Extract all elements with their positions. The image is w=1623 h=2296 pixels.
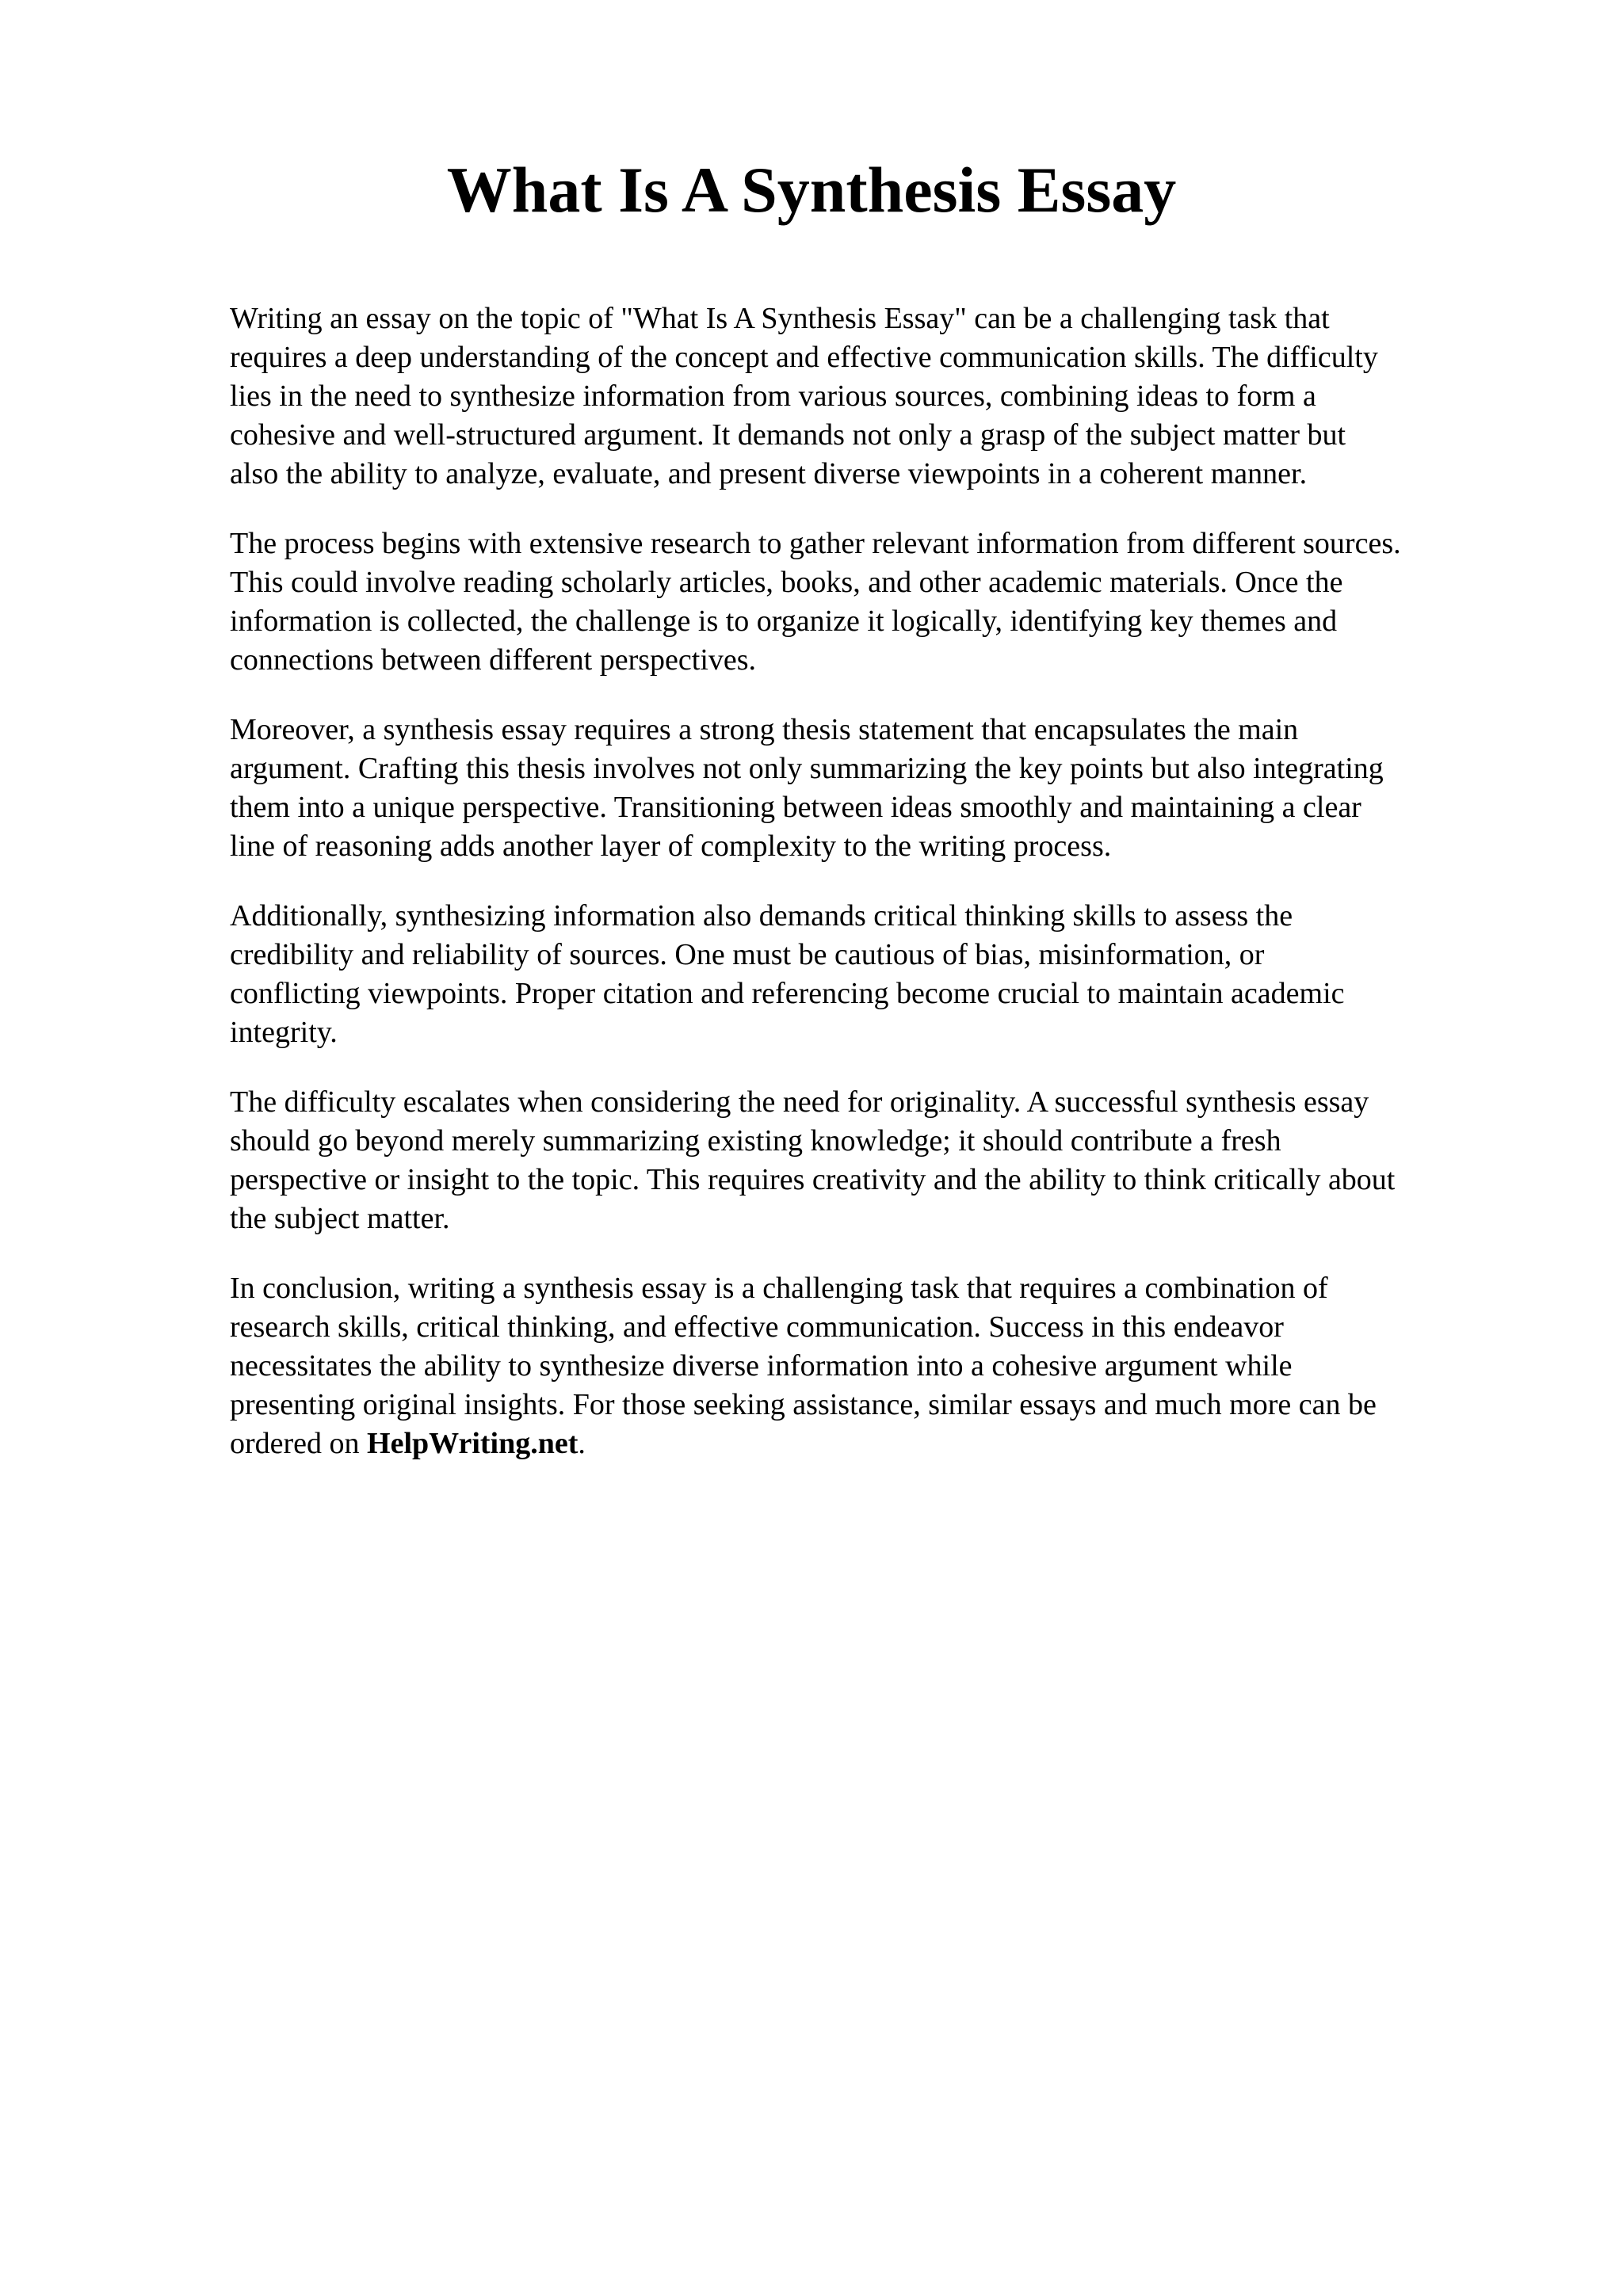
- text-line: presenting original insights. For those seeking assistance, similar essays and much more can be: [230, 1388, 1377, 1421]
- text-line: The process begins with extensive research to gather relevant information from different sources.: [230, 527, 1401, 560]
- text-line: The difficulty escalates when considering the need for originality. A successful synthesis essay: [230, 1085, 1369, 1119]
- paragraph-4: [230, 897, 1514, 1052]
- paragraph-6: [230, 1269, 1514, 1463]
- paragraph-2: [230, 524, 1514, 680]
- text-line: Additionally, synthesizing information also demands critical thinking skills to assess the: [230, 899, 1293, 933]
- text-line: the subject matter.: [230, 1202, 450, 1235]
- text-line: integrity.: [230, 1016, 338, 1049]
- paragraph-3: [230, 711, 1514, 866]
- text-line: argument. Crafting this thesis involves not only summarizing the key points but also integrating: [230, 752, 1384, 785]
- text-line: perspective or insight to the topic. This requires creativity and the ability to think critically about: [230, 1163, 1396, 1196]
- text-line: Writing an essay on the topic of "What Is A Synthesis Essay" can be a challenging task that: [230, 302, 1330, 335]
- text-line: credibility and reliability of sources. One must be cautious of bias, misinformation, or: [230, 938, 1265, 971]
- text-line: requires a deep understanding of the concept and effective communication skills. The difficulty: [230, 341, 1378, 374]
- text-line: conflicting viewpoints. Proper citation and referencing become crucial to maintain academic: [230, 977, 1345, 1010]
- text-line: line of reasoning adds another layer of complexity to the writing process.: [230, 830, 1112, 863]
- text-line: connections between different perspectives.: [230, 643, 757, 677]
- text-line: necessitates the ability to synthesize diverse information into a cohesive argument while: [230, 1349, 1293, 1383]
- document-title: What Is A Synthesis Essay: [446, 154, 1177, 226]
- paragraph-1: [230, 299, 1514, 494]
- text-line: information is collected, the challenge is to organize it logically, identifying key themes and: [230, 605, 1338, 638]
- text-line: should go beyond merely summarizing existing knowledge; it should contribute a fresh: [230, 1124, 1281, 1158]
- text-line: This could involve reading scholarly articles, books, and other academic materials. Once the: [230, 566, 1343, 599]
- text-line: cohesive and well-structured argument. It demands not only a grasp of the subject matter but: [230, 418, 1346, 452]
- final-line-prefix: ordered on: [230, 1427, 368, 1460]
- text-line: also the ability to analyze, evaluate, and present diverse viewpoints in a coherent manner.: [230, 457, 1308, 490]
- text-line: research skills, critical thinking, and effective communication. Success in this endeavor: [230, 1310, 1284, 1344]
- final-line-suffix: .: [578, 1427, 586, 1460]
- text-line: In conclusion, writing a synthesis essay is a challenging task that requires a combination of: [230, 1272, 1328, 1305]
- final-line: [230, 1425, 1514, 1463]
- text-line: them into a unique perspective. Transitioning between ideas smoothly and maintaining a clear: [230, 791, 1361, 824]
- document-body: [230, 299, 1514, 1494]
- paragraph-5: [230, 1083, 1514, 1238]
- text-line: lies in the need to synthesize information from various sources, combining ideas to form a: [230, 379, 1316, 413]
- text-line: Moreover, a synthesis essay requires a strong thesis statement that encapsulates the main: [230, 713, 1299, 746]
- helpwriting-link[interactable]: HelpWriting.net: [367, 1427, 579, 1460]
